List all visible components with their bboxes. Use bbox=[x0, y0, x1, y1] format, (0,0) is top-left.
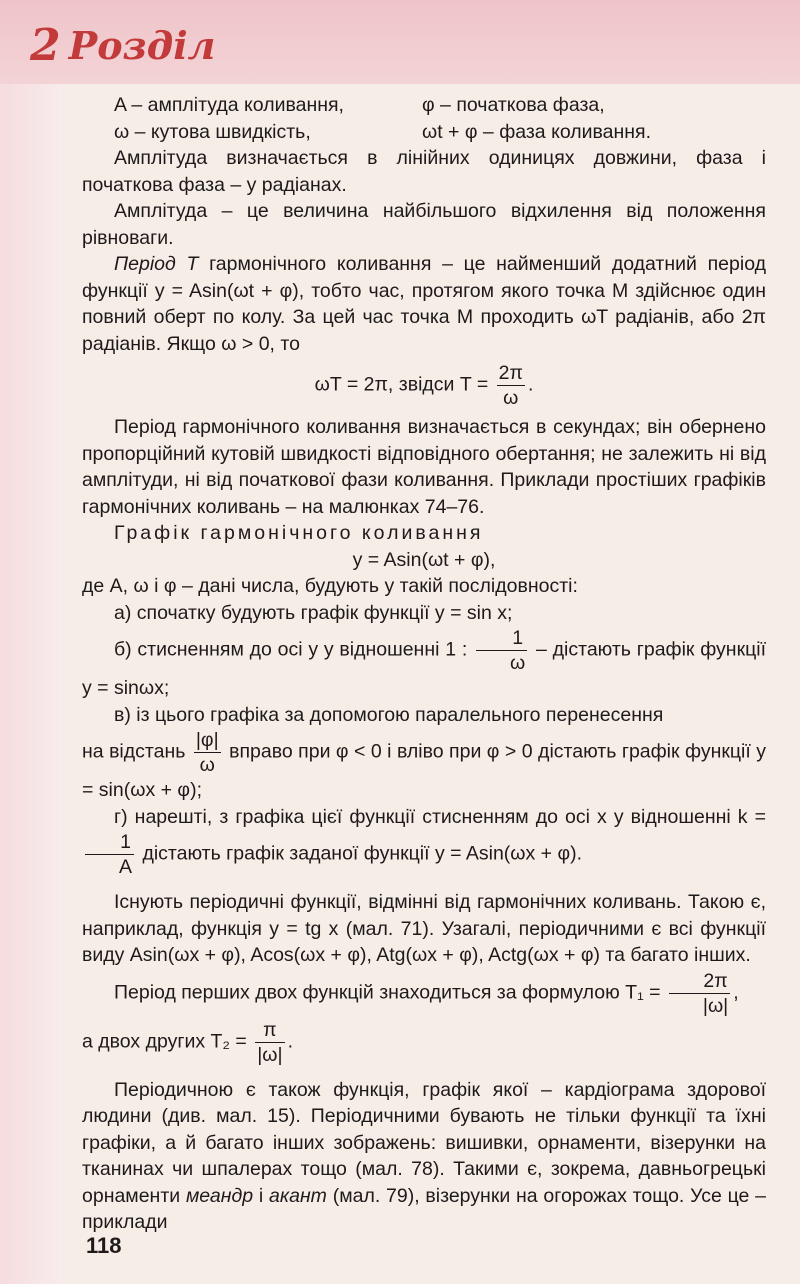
paragraph-periodic-images bbox=[82, 1077, 766, 1236]
paragraph-first-two bbox=[82, 969, 766, 1018]
first-two-text: Період перших двох функцій знаходиться за формулою T₁ = bbox=[114, 981, 661, 1004]
paragraph-where: де A, ω і φ – дані числа, будують у такій послідовності: bbox=[82, 575, 578, 597]
fraction-phi-over-omega bbox=[194, 728, 221, 777]
step-v bbox=[82, 728, 766, 804]
formula-period bbox=[82, 361, 766, 410]
graph-title bbox=[82, 520, 766, 547]
step-v-text-1: на відстань bbox=[82, 740, 186, 763]
step-g-text-1: г) нарешті, з графіка цієї функції стисненням до осі x у відношенні k = bbox=[114, 805, 766, 828]
paragraph-period-units: Період гармонічного коливання визначається в секундах; він обернено пропорційний кутовій швидкості відповідного обертання; не залежить ні від амплітуди, ні від початкової фази коливання. Приклади простіших графіків гармонічних коливань – на малюнках 74–76. bbox=[82, 416, 766, 518]
fraction-numerator: |φ| bbox=[195, 729, 219, 751]
fraction-numerator: 2π bbox=[669, 969, 730, 994]
formula-period-left: ωT = 2π, звідси T = bbox=[314, 373, 489, 396]
fraction-denominator: ω bbox=[199, 754, 215, 776]
fraction-t1 bbox=[669, 969, 730, 1018]
formula-period-end: . bbox=[527, 373, 534, 396]
spacer bbox=[82, 1067, 766, 1077]
paragraph-other-functions: Існують періодичні функції, відмінні від гармонічних коливань. Такою є, наприклад, функція y = tg x (мал. 71). Узагалі, періодичними є всі функції виду Asin(ωx + φ), Acos(ωx + φ), Atg(ωx + φ), Actg(ωx + φ) та багато інших. bbox=[82, 891, 766, 966]
definition-line-1 bbox=[82, 92, 766, 119]
fraction-denominator: A bbox=[119, 856, 133, 878]
paragraph-period bbox=[82, 251, 766, 357]
section-logo bbox=[30, 20, 215, 80]
t1-end: , bbox=[733, 981, 739, 1004]
definition-amplitude: A – амплітуда коливання, bbox=[114, 94, 344, 116]
section-number: 2 bbox=[30, 20, 61, 71]
graph-title-text: Графік гармонічного коливання bbox=[114, 522, 484, 544]
fraction-2pi-over-omega bbox=[497, 361, 525, 410]
fraction-numerator: 1 bbox=[476, 626, 527, 651]
fraction-1-over-a bbox=[85, 830, 134, 879]
periodic-text-2: (мал. 79), візерунки на огорожах тощо. Усе це – приклади bbox=[82, 1184, 766, 1233]
definition-phase: ωt + φ – фаза коливання. bbox=[422, 120, 652, 143]
period-text: гармонічного коливання – це найменший додатний період функції y = Asin(ωt + φ), тобто час, протягом якого точка M здійснює один повний оберт по колу. За цей час точка M проходить ωT радіанів, або 2π радіанів. Якщо ω > 0, то bbox=[82, 253, 766, 355]
step-b-text-2: – дістають графік функції y = sinωx; bbox=[82, 638, 767, 699]
fraction-denominator: ω bbox=[510, 652, 526, 674]
fraction-1-over-omega bbox=[476, 626, 527, 675]
term-meander: меандр bbox=[185, 1184, 254, 1207]
fraction-t2 bbox=[255, 1018, 284, 1067]
fraction-numerator: π bbox=[255, 1018, 284, 1043]
step-g bbox=[82, 804, 766, 880]
page-content bbox=[82, 92, 766, 1236]
second-two-text: а двох других T₂ = bbox=[82, 1030, 247, 1053]
paragraph-amplitude-definition: Амплітуда – це величина найбільшого відхилення від положення рівноваги. bbox=[82, 200, 766, 249]
fraction-denominator: ω bbox=[503, 387, 519, 409]
formula-harmonic: y = Asin(ωt + φ), bbox=[352, 548, 496, 571]
term-akant: акант bbox=[269, 1184, 327, 1207]
periodic-text-1: Періодичною є також функція, графік якої – кардіограма здорової людини (див. мал. 15). Періодичними бувають не тільки функції та їхні графіки, а й багато інших зображень: вишивки, орнаменти, візерунки на тканинах чи шпалерах тощо (мал. 78). Такими є, зокрема, давньогрецькі орнаменти bbox=[82, 1078, 766, 1207]
section-word: Розділ bbox=[68, 23, 216, 68]
period-term: Період T bbox=[114, 253, 199, 275]
definition-initial-phase: φ – початкова фаза, bbox=[422, 94, 605, 116]
fraction-numerator: 2π bbox=[498, 362, 523, 384]
page-number: 118 bbox=[86, 1233, 122, 1258]
step-b bbox=[82, 626, 766, 702]
step-v-text-2: вправо при φ < 0 і вліво при φ > 0 дістають графік функції y = sin(ωx + φ); bbox=[82, 740, 767, 801]
definition-angular-speed: ω – кутова швидкість, bbox=[114, 120, 311, 143]
spacer bbox=[82, 879, 766, 889]
fraction-numerator: 1 bbox=[85, 830, 134, 855]
paragraph-amplitude-units: Амплітуда визначається в лінійних одиницях довжини, фаза і початкова фаза – у радіанах. bbox=[82, 147, 766, 196]
paragraph-second-two bbox=[82, 1018, 766, 1067]
margin-band bbox=[0, 84, 62, 1284]
fraction-denominator: |ω| bbox=[702, 994, 729, 1017]
step-a: а) спочатку будують графік функції y = sin x; bbox=[114, 601, 513, 624]
definition-line-2 bbox=[82, 119, 766, 146]
step-v-line-1: в) із цього графіка за допомогою паралельного перенесення bbox=[114, 703, 664, 726]
step-g-text-2: дістають графік заданої функції y = Asin(ωx + φ). bbox=[142, 842, 583, 865]
fraction-denominator: |ω| bbox=[257, 1043, 283, 1066]
t2-end: . bbox=[287, 1030, 293, 1053]
and-word: і bbox=[253, 1184, 270, 1207]
step-b-text-1: б) стисненням до осі y у відношенні 1 : bbox=[114, 638, 468, 661]
